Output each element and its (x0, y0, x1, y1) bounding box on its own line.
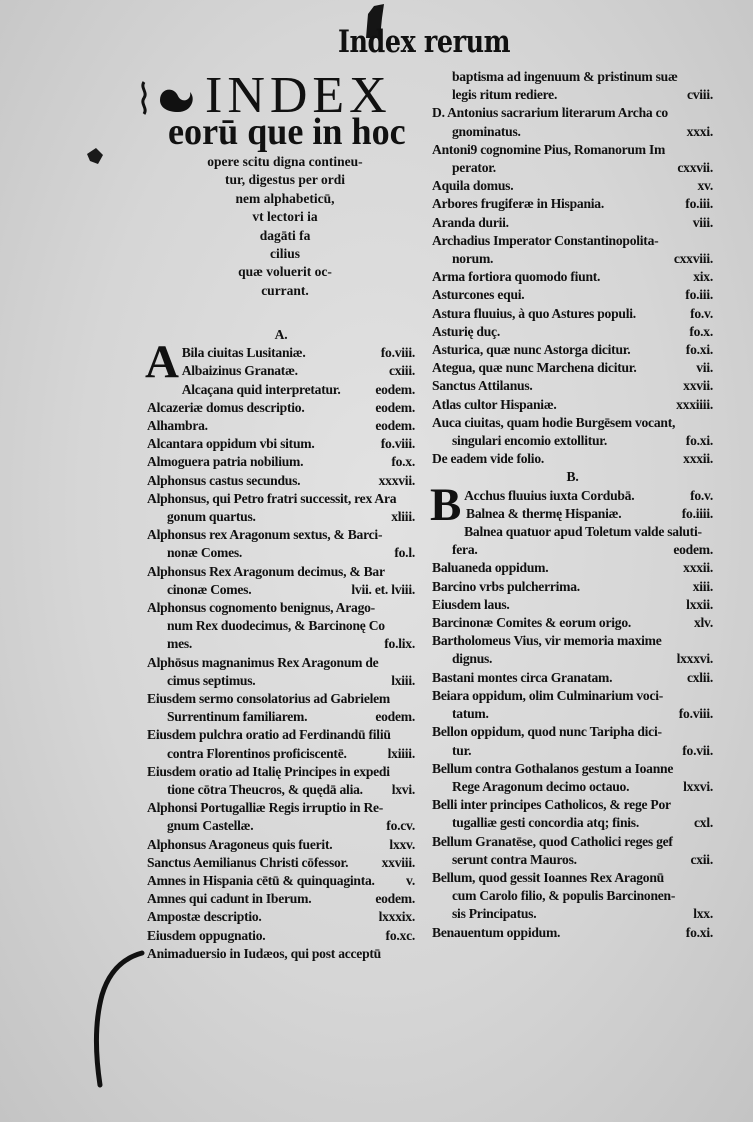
index-entry (432, 341, 713, 359)
index-entry (432, 141, 713, 177)
index-entry (147, 381, 415, 399)
folio-reference: vii. (696, 360, 713, 376)
folio-reference: fo.iiii. (681, 505, 713, 521)
index-column-right (432, 68, 713, 942)
folio-reference: fo.viii. (380, 436, 415, 452)
entry-text: Bellum Granatēse, quod Catholici reges gef (432, 833, 673, 849)
folio-reference: v. (406, 873, 415, 889)
entry-text: baptisma ad ingenuum & pristinum suæ (452, 69, 678, 84)
section-heading-b: B. (566, 469, 579, 485)
index-title: INDEX (205, 67, 392, 124)
entry-text: Alphonsi Portugalliæ Regis irruptio in Re- (147, 800, 384, 816)
entry-text: legis ritum rediere. (452, 87, 558, 103)
intro-line: dagāti fa (259, 227, 311, 243)
folio-reference: xxxii. (683, 451, 713, 467)
folio-reference: cxxviii. (673, 251, 713, 267)
entry-text: Alphonsus rex Aragonum sextus, & Barci- (147, 527, 383, 543)
entry-text: gnum Castellæ. (167, 818, 254, 834)
index-entry (147, 927, 415, 945)
folio-reference: cxiii. (388, 363, 415, 379)
entry-text: Eiusdem laus. (432, 596, 510, 612)
index-entry (432, 596, 713, 614)
index-entry (432, 760, 713, 796)
index-entry (432, 796, 713, 832)
entry-text: Barcinonæ Comites & eorum origo. (432, 615, 632, 631)
index-entry (432, 396, 713, 414)
entry-text: Rege Aragonum decimo octauo. (452, 778, 630, 794)
index-entry (432, 632, 713, 668)
entry-text: Barcino vrbs pulcherrima. (432, 578, 580, 594)
folio-reference: fo.xi. (685, 924, 713, 940)
entry-text: tur. (452, 742, 472, 758)
entry-text: cimus septimus. (167, 672, 256, 688)
folio-reference: lxiiii. (387, 745, 415, 761)
index-entry (432, 578, 713, 596)
intro-line: opere scitu digna contineu- (207, 154, 363, 169)
entry-text: cinonæ Comes. (167, 581, 252, 597)
folio-reference: fo.xi. (685, 433, 713, 449)
folio-reference: lxiii. (391, 672, 415, 688)
entry-text: Alphonsus cognomento benignus, Arago- (147, 600, 375, 616)
intro-line: cilius (269, 246, 300, 262)
entry-text: Asturię duç. (432, 323, 500, 339)
entry-text: Belli inter principes Catholicos, & rege Por (432, 797, 671, 813)
entry-text: dignus. (452, 651, 493, 667)
index-entry (432, 359, 713, 377)
entry-text: Asturica, quæ nunc Astorga dicitur. (432, 342, 631, 358)
folio-reference: fo.v. (690, 487, 713, 503)
folio-reference: fo.x. (689, 323, 713, 339)
ink-spot (84, 146, 106, 166)
folio-reference: cxxvii. (677, 160, 713, 176)
index-entry (432, 559, 713, 577)
index-entry (432, 869, 713, 924)
index-entry (147, 890, 415, 908)
entry-text: Balnea & thermę Hispaniæ. (466, 505, 622, 521)
folio-reference: fo.x. (391, 454, 415, 470)
index-entry (432, 232, 713, 268)
index-entry (432, 505, 713, 523)
entry-text: Arbores frugiferæ in Hispania. (432, 196, 604, 212)
entry-text: singulari encomio extollitur. (452, 433, 607, 449)
intro-line: tur, digestus per ordi (224, 172, 346, 188)
index-entry (147, 399, 415, 417)
entry-text: perator. (452, 160, 496, 176)
folio-reference: xliii. (391, 509, 415, 525)
running-title: Index rerum (338, 24, 511, 60)
entry-text: Eiusdem sermo consolatorius ad Gabrielem (147, 691, 390, 707)
index-entry (147, 472, 415, 490)
entry-text: norum. (452, 251, 494, 267)
index-column-left (147, 326, 415, 963)
entry-text: Archadius Imperator Constantinopolita- (432, 232, 659, 248)
entry-text: Alphōsus magnanimus Rex Aragonum de (147, 654, 379, 670)
folio-reference: fo.xc. (385, 927, 415, 943)
index-entry (432, 669, 713, 687)
folio-reference: xxxiiii. (676, 396, 713, 412)
index-subtitle: eorū que in hoc (168, 111, 406, 153)
index-entry (147, 872, 415, 890)
entry-text: Surrentinum familiarem. (167, 709, 308, 725)
entry-text: nonæ Comes. (167, 545, 243, 561)
entry-text: Eiusdem oratio ad Italię Principes in expedi (147, 763, 390, 779)
entry-text: Alphonsus, qui Petro fratri successit, rex Ara (147, 490, 397, 506)
entry-text: Amnes in Hispania cētū & quinquaginta. (147, 873, 375, 889)
entry-text: Amnes qui cadunt in Iberum. (147, 891, 312, 907)
index-entry (147, 799, 415, 835)
folio-reference: lxx. (693, 906, 713, 922)
entry-text: Sanctus Aemilianus Christi cōfessor. (147, 854, 349, 870)
index-entry (432, 68, 713, 104)
entry-text: fera. (452, 542, 478, 558)
entry-text: Atlas cultor Hispaniæ. (432, 396, 557, 412)
folio-reference: xix. (693, 269, 713, 285)
intro-line: vt lectori ia (252, 209, 318, 225)
index-entry (147, 526, 415, 562)
drop-cap: A (145, 336, 179, 389)
entry-text: contra Florentinos proficiscentē. (167, 745, 347, 761)
entry-text: Bila ciuitas Lusitaniæ. (181, 345, 306, 361)
folio-reference: fo.viii. (678, 706, 713, 722)
drop-cap: B (430, 478, 462, 531)
entry-text: Bartholomeus Vius, vir memoria maxime (432, 633, 662, 649)
index-entry (432, 104, 713, 140)
index-entry (147, 599, 415, 654)
entry-text: Sanctus Attilanus. (432, 378, 533, 394)
entry-text: serunt contra Mauros. (452, 851, 577, 867)
handwritten-mark (80, 945, 150, 1095)
intro-text (170, 153, 400, 300)
folio-reference: xiii. (692, 578, 713, 594)
folio-reference: xxxvii. (378, 472, 415, 488)
entry-text: Ategua, quæ nunc Marchena dicitur. (432, 360, 637, 376)
index-entry (147, 362, 415, 380)
entry-text: gnominatus. (452, 123, 521, 139)
entry-text: num Rex duodecimus, & Barcinonę Co (167, 618, 385, 634)
entry-text: cum Carolo filio, & populis Barcinonen- (452, 888, 676, 904)
folio-reference: fo.viii. (380, 345, 415, 361)
entry-text: Albaizinus Granatæ. (181, 363, 298, 379)
folio-reference: lvii. et. lviii. (351, 581, 415, 597)
index-entry (147, 726, 415, 762)
entry-text: mes. (167, 636, 193, 652)
index-entry (432, 687, 713, 723)
entry-text: Bastani montes circa Granatam. (432, 669, 613, 685)
entry-text: Acchus fluuius iuxta Cordubā. (464, 487, 635, 503)
entry-text: Asturcones equi. (432, 287, 525, 303)
index-entry (432, 414, 713, 450)
entry-text: tugalliæ gesti concordia atq; finis. (452, 815, 639, 831)
index-entry (432, 286, 713, 304)
folio-reference: eodem. (375, 418, 415, 433)
folio-reference: eodem. (375, 709, 415, 725)
entry-text: Bellum, quod gessit Ioannes Rex Aragonū (432, 869, 664, 885)
folio-reference: eodem. (673, 542, 713, 558)
folio-reference: cxl. (693, 815, 713, 831)
index-entry (432, 323, 713, 341)
entry-text: D. Antonius sacrarium literarum Archa co (432, 105, 668, 121)
index-entry (432, 614, 713, 632)
index-entry (432, 833, 713, 869)
entry-text: Eiusdem oppugnatio. (147, 927, 266, 943)
index-entry (432, 214, 713, 232)
folio-reference: cxlii. (686, 669, 713, 685)
entry-text: Alphonsus Rex Aragonum decimus, & Bar (147, 563, 385, 579)
folio-reference: fo.xi. (685, 342, 713, 358)
folio-reference: eodem. (375, 381, 415, 397)
folio-reference: eodem. (375, 399, 415, 415)
index-entry (432, 305, 713, 323)
index-entry (147, 908, 415, 926)
folio-reference: lxvi. (391, 782, 415, 798)
index-entry (432, 195, 713, 213)
entry-text: Almoguera patria nobilium. (147, 454, 304, 470)
entry-text: Alphonsus castus secundus. (147, 472, 301, 488)
entry-text: Balnea quatuor apud Toletum valde saluti- (464, 524, 702, 540)
index-entry (147, 563, 415, 599)
folio-reference: cxii. (690, 851, 713, 867)
folio-reference: fo.l. (394, 545, 415, 561)
folio-reference: lxxv. (389, 836, 415, 852)
folio-reference: xxxii. (683, 560, 713, 576)
folio-reference: fo.iii. (685, 196, 713, 212)
index-entry (147, 654, 415, 690)
entry-text: gonum quartus. (167, 509, 256, 525)
folio-reference: xlv. (693, 615, 713, 631)
entry-text: tatum. (452, 706, 489, 722)
entry-text: Aquila domus. (432, 178, 514, 194)
folio-reference: xv. (697, 178, 713, 194)
entry-text: Ampostæ descriptio. (147, 909, 262, 925)
folio-reference: xxxi. (686, 123, 713, 139)
folio-reference: viii. (692, 214, 713, 230)
folio-reference: eodem. (375, 891, 415, 907)
entry-text: Baluaneda oppidum. (432, 560, 549, 576)
intro-line: currant. (261, 282, 309, 298)
index-entry (147, 945, 415, 963)
entry-text: Benauentum oppidum. (432, 924, 561, 940)
entry-text: Animaduersio in Iudæos, qui post acceptū (147, 945, 381, 961)
folio-reference: fo.iii. (685, 287, 713, 303)
index-entry (432, 177, 713, 195)
folio-reference: fo.v. (690, 305, 713, 321)
folio-reference: lxxxix. (378, 909, 415, 925)
index-entry (432, 924, 713, 942)
folio-reference: fo.cv. (386, 818, 415, 834)
index-entry (432, 268, 713, 286)
entry-text: Alcaçana quid interpretatur. (181, 381, 341, 397)
index-entry (432, 523, 713, 559)
intro-line: nem alphabeticū, (235, 190, 335, 206)
entry-text: sis Principatus. (452, 906, 537, 922)
index-entry (432, 377, 713, 395)
entry-text: Arma fortiora quomodo fiunt. (432, 269, 601, 285)
index-entry (147, 417, 415, 435)
entry-text: Antoni9 cognomine Pius, Romanorum Im (432, 141, 666, 157)
entry-text: Auca ciuitas, quam hodie Burgēsem vocant, (432, 414, 676, 430)
folio-reference: lxxii. (686, 596, 713, 612)
folio-reference: fo.vii. (682, 742, 713, 758)
entry-text: Alhambra. (147, 418, 208, 433)
intro-line: quæ voluerit oc- (238, 264, 332, 280)
index-entry (147, 690, 415, 726)
index-entry (147, 854, 415, 872)
entry-text: Astura fluuius, à quo Astures populi. (432, 305, 636, 321)
index-entry (432, 450, 713, 468)
folio-reference: lxxvi. (683, 778, 713, 794)
entry-text: Alcazeriæ domus descriptio. (147, 399, 305, 415)
entry-text: Eiusdem pulchra oratio ad Ferdinandū filiū (147, 727, 391, 743)
index-entry (147, 763, 415, 799)
entry-text: Alphonsus Aragoneus quis fuerit. (147, 836, 333, 852)
index-entry (432, 723, 713, 759)
folio-reference: lxxxvi. (676, 651, 713, 667)
index-entry (147, 490, 415, 526)
entry-text: Bellon oppidum, quod nunc Taripha dici- (432, 724, 662, 740)
index-entry (147, 836, 415, 854)
folio-reference: cviii. (686, 87, 713, 103)
folio-reference: fo.lix. (384, 636, 415, 652)
entry-text: De eadem vide folio. (432, 451, 545, 467)
index-entry (147, 453, 415, 471)
entry-text: Bellum contra Gothalanos gestum a Ioanne (432, 760, 674, 776)
folio-reference: xxviii. (381, 854, 415, 870)
folio-reference: xxvii. (683, 378, 713, 394)
entry-text: Alcantara oppidum vbi situm. (147, 436, 315, 452)
entry-text: Aranda durii. (432, 214, 509, 230)
section-heading-a: A. (274, 327, 288, 342)
entry-text: tione cōtra Theucros, & quędā alia. (167, 782, 363, 798)
entry-text: Beiara oppidum, olim Culminarium voci- (432, 687, 664, 703)
index-entry (147, 435, 415, 453)
